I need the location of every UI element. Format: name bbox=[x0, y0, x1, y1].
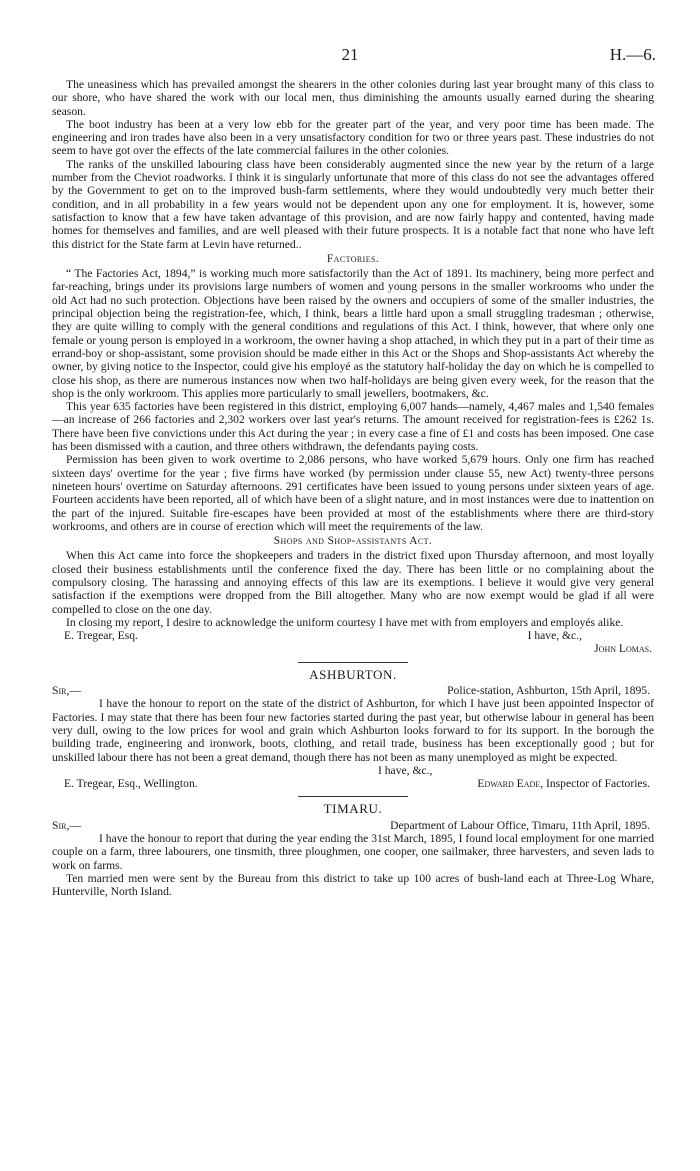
place-heading-timaru: TIMARU. bbox=[323, 801, 383, 817]
signature-name: Edward Eade bbox=[477, 777, 541, 791]
signature-row-lomas bbox=[52, 642, 654, 655]
paragraph-shearers: The uneasiness which has prevailed amongst the shearers in the other colonies during last year brought many of this class to our shore, who have shared the work with our local men, thus diminishing the amounts usually earned during the shearing season. bbox=[52, 78, 654, 118]
ashburton-greeting-row bbox=[52, 684, 654, 697]
signature-john-lomas: John Lomas. bbox=[594, 642, 652, 656]
section-heading-shops-act: Shops and Shop-assistants Act. bbox=[273, 535, 433, 548]
complimentary-close: I have, &c., bbox=[527, 629, 582, 643]
page-number: 21 bbox=[341, 45, 359, 64]
salutation: Sir,— bbox=[52, 684, 81, 698]
paragraph-ashburton-report: I have the honour to report on the state of the district of Ashburton, for which I have just been appointed Inspector of Factories. I may state that there has been four new factories started during the past year, but otherwise labour in general has been very dull, owing to the low prices for wool and grain which Ashburton looks forward to for its support. In the borough the building trade, engineering and ironwork, boots, clothing, and retail trade, business has been exceptionally good ; but for unskilled labour there has not been a great demand, though there has not been as many unemployed as might be expected. bbox=[52, 697, 654, 764]
timaru-greeting-row bbox=[52, 819, 654, 832]
paragraph-factories-registered: This year 635 factories have been registered in this district, employing 6,007 hands—namely, 4,467 males and 1,540 females—an increase of 266 factories and 2,302 workers over last year's returns. The amount received for registration-fees is £262 1s. There have been five convictions under this Act during the year ; in every case a fine of £1 and costs has been imposed. One case has been dismissed with a caution, and three others withdrawn, the defendants paying costs. bbox=[52, 400, 654, 454]
addressee: E. Tregear, Esq., Wellington. bbox=[64, 777, 198, 791]
complimentary-close: I have, &c., bbox=[378, 763, 433, 777]
paragraph-overtime: Permission has been given to work overtime to 2,086 persons, who have worked 5,679 hours. Only one firm has reached sixteen days' overtime for the year ; five firms have worked (by permission under clause 55, new Act) twenty-three persons nineteen hours' overtime on Saturday afternoons. 291 certificates have been issued to young persons under sixteen years of age. Fourteen accidents have been reported, all of which have been of a slight nature, and in most instances were due to inattention on the part of the injured. Suitable fire-escapes have been provided at most of the establishments where there are third-story workrooms, and others are in course of erection which will meet the requirements of the law. bbox=[52, 453, 654, 533]
paragraph-timaru-report: I have the honour to report that during the year ending the 31st March, 1895, I found local employment for one married couple on a farm, three labourers, one tinsmith, three ploughmen, one cooper, one sailmaker, three harvesters, and seven lads to work on farms. bbox=[52, 832, 654, 872]
place-heading-ashburton: ASHBURTON. bbox=[309, 666, 397, 682]
paragraph-factories-act: “ The Factories Act, 1894,” is working much more satisfactorily than the Act of 1891. Its machinery, being more perfect and far-reaching, brings under its provisions large numbers of women and young persons in the smaller workrooms who under the old Act had no such protection. Objections have been raised by the owners and occupiers of some of the smaller industries, the principal objection being the registration-fee, which, I think, bears a little hard upon a small struggling tradesman ; otherwise, they are quite willing to comply with the general conditions and regulations of this Act. I think, however, that where only one female or young person is employed in a workroom, the owner having a shop attached, in which they put in a part of their time as errand-boy or shop-assistant, some provision should be made either in this Act or the Shops and Shop-assistants Act whereby the owner, by giving notice to the Inspector, could give his employé as the statutory half-holiday the day on which he is compelled to close his shop, as there are numerous instances now when two half-holidays are being given every week, for the reason that the shop is the only workroom. This applies more particularly to small jewellers, bootmakers, &c. bbox=[52, 267, 654, 400]
closing-block-lomas bbox=[52, 629, 654, 642]
signature-row-eade bbox=[52, 777, 654, 790]
salutation: Sir,— bbox=[52, 818, 81, 832]
paragraph-closing: In closing my report, I desire to acknowledge the uniform courtesy I have met with from employers and employés alike. bbox=[66, 615, 624, 629]
section-heading-factories: Factories. bbox=[326, 252, 380, 265]
paragraph-shops-act: When this Act came into force the shopkeepers and traders in the district fixed upon Thursday afternoon, and most loyally closed their business establishments until the conference fixed the day. There has been little or no complaining about the compulsory closing. The harassing and annoying effects of this law are its exemptions. I believe it would give very general satisfaction if the exemptions were dropped from the Bill altogether. Many who are now exempt would be glad if all were compelled to close on the one day. bbox=[52, 549, 654, 616]
dateline: Department of Labour Office, Timaru, 11th April, 1895. bbox=[390, 818, 650, 832]
document-reference: H.—6. bbox=[609, 45, 656, 64]
report-body bbox=[52, 78, 654, 899]
paragraph-married-men: Ten married men were sent by the Bureau from this district to take up 100 acres of bush-land each at Three-Log Whare, Hunterville, North Island. bbox=[52, 871, 654, 899]
signature-title: , Inspector of Factories. bbox=[540, 777, 650, 791]
section-divider bbox=[298, 796, 408, 797]
addressee: E. Tregear, Esq. bbox=[64, 629, 138, 643]
dateline: Police-station, Ashburton, 15th April, 1895. bbox=[447, 684, 650, 698]
section-divider bbox=[298, 662, 408, 663]
signature-edward-eade bbox=[477, 777, 654, 790]
paragraph-boot-industry: The boot industry has been at a very low ebb for the greater part of the year, and very poor time has been made. The engineering and iron trades have also been in a very unsatisfactory condition for two or three years past. These industries do not seem to have got over the effects of the late commercial failures in the other colonies. bbox=[52, 117, 654, 158]
paragraph-unskilled-labour: The ranks of the unskilled labouring class have been considerably augmented since the new year by the return of a large number from the Cheviot roadworks. I think it is singularly unfortunate that more of this class do not see the advantages offered by the Government to get on to the improved bush-farm settlements, where they would undoubtedly very much better their condition, and in all probability in a few years would not be dependent upon any one for employment. It is, however, some satisfaction to know that a few have taken advantage of this provision, and are now fairly happy and contented, having made homes for themselves and families, and are well pleased with their future prospects. It is a notable fact that none who have left this district for the State farm at Levin have returned.. bbox=[52, 157, 654, 251]
